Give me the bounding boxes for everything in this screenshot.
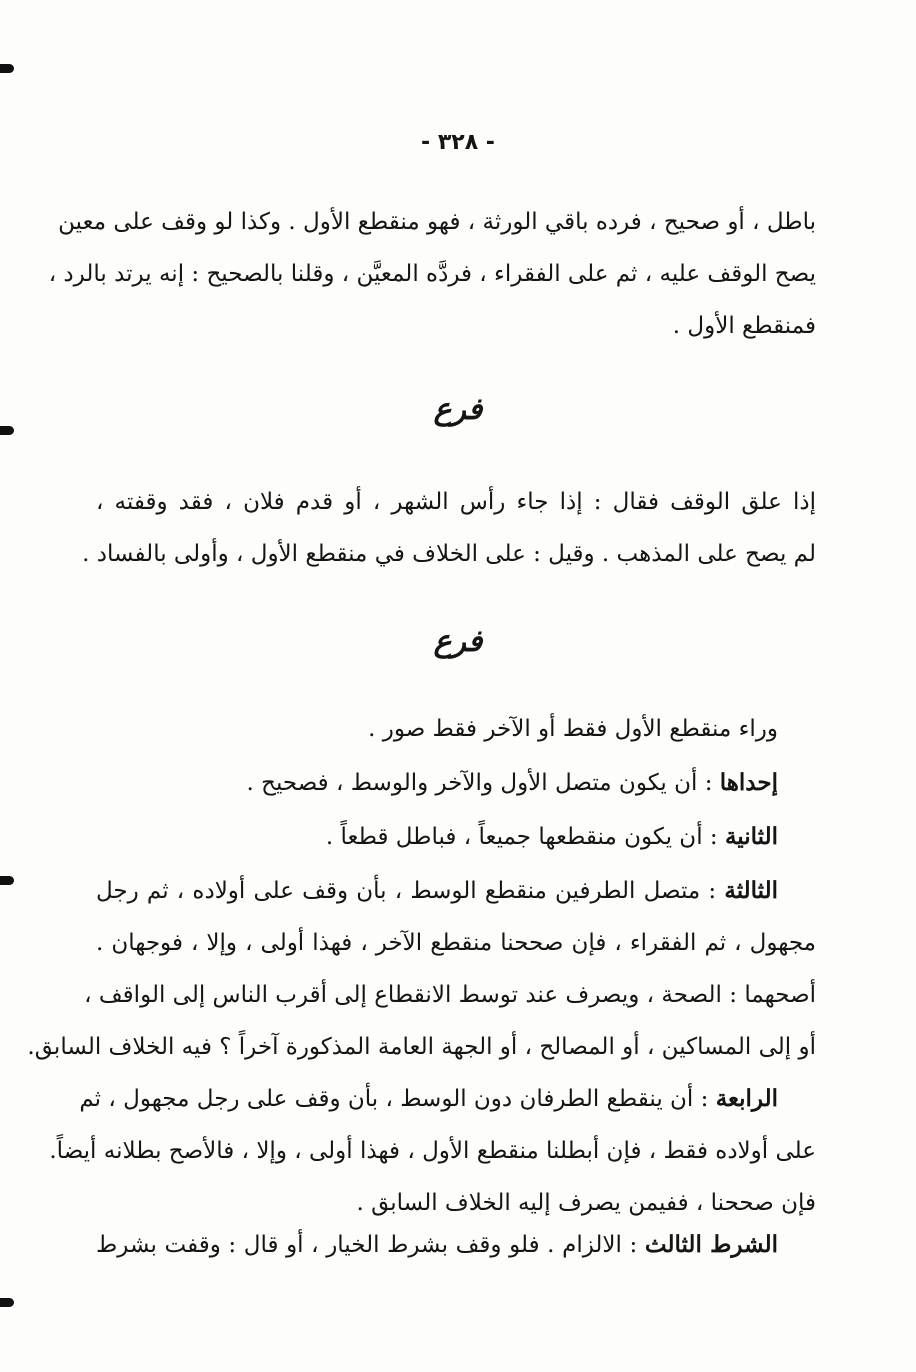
text-line: فمنقطع الأول . <box>672 313 816 339</box>
item-label: الشرط الثالث <box>644 1231 779 1258</box>
scan-mark <box>0 426 14 435</box>
text-line <box>96 874 778 908</box>
page-number: - ٣٢٨ - <box>421 130 495 155</box>
scan-mark <box>0 876 14 885</box>
text-line: وراء منقطع الأول فقط أو الآخر فقط صور . <box>368 716 778 742</box>
text-line: مجهول ، ثم الفقراء ، فإن صححنا منقطع الآخر ، فهذا أولى ، وإلا ، فوجهان . <box>96 930 816 956</box>
text-line <box>246 766 778 800</box>
text-line <box>96 1228 778 1262</box>
item-text: : متصل الطرفين منقطع الوسط ، بأن وقف على أولاده ، ثم رجل <box>96 878 725 904</box>
section-heading: فرع <box>433 624 483 659</box>
scan-mark <box>0 1298 14 1307</box>
text-line: على أولاده فقط ، فإن أبطلنا منقطع الأول ، فهذا أولى ، وإلا ، فالأصح بطلانه أيضاً. <box>49 1138 816 1164</box>
item-label: الرابعة <box>715 1085 778 1112</box>
text-line: فإن صححنا ، ففيمن يصرف إليه الخلاف السابق . <box>356 1190 816 1216</box>
item-text: : أن يكون متصل الأول والآخر والوسط ، فصحيح . <box>246 770 720 796</box>
text-line: باطل ، أو صحيح ، فرده باقي الورثة ، فهو منقطع الأول . وكذا لو وقف على معين <box>58 209 816 235</box>
text-line: إذا علق الوقف فقال : إذا جاء رأس الشهر ، أو قدم فلان ، فقد وقفته ، <box>96 489 816 515</box>
item-text: : الالزام . فلو وقف بشرط الخيار ، أو قال : وقفت بشرط <box>96 1232 645 1258</box>
scan-mark <box>0 64 14 73</box>
section-heading: فرع <box>433 392 483 427</box>
text-line: أو إلى المساكين ، أو المصالح ، أو الجهة العامة المذكورة آخراً ؟ فيه الخلاف السابق. <box>27 1034 816 1060</box>
text-line: لم يصح على المذهب . وقيل : على الخلاف في منقطع الأول ، وأولى بالفساد . <box>82 541 816 567</box>
text-line <box>326 820 778 854</box>
text-line: أصحهما : الصحة ، ويصرف عند توسط الانقطاع إلى أقرب الناس إلى الواقف ، <box>84 982 816 1008</box>
item-label: إحداها <box>719 769 778 796</box>
item-label: الثالثة <box>724 877 778 904</box>
item-text: : أن يكون منقطعها جميعاً ، فباطل قطعاً . <box>325 824 725 850</box>
item-label: الثانية <box>724 823 778 850</box>
text-line: يصح الوقف عليه ، ثم على الفقراء ، فردَّه المعيَّن ، وقلنا بالصحيح : إنه يرتد بالرد ، <box>48 261 816 287</box>
item-text: : أن ينقطع الطرفان دون الوسط ، بأن وقف على رجل مجهول ، ثم <box>79 1086 716 1112</box>
text-line <box>79 1082 778 1116</box>
